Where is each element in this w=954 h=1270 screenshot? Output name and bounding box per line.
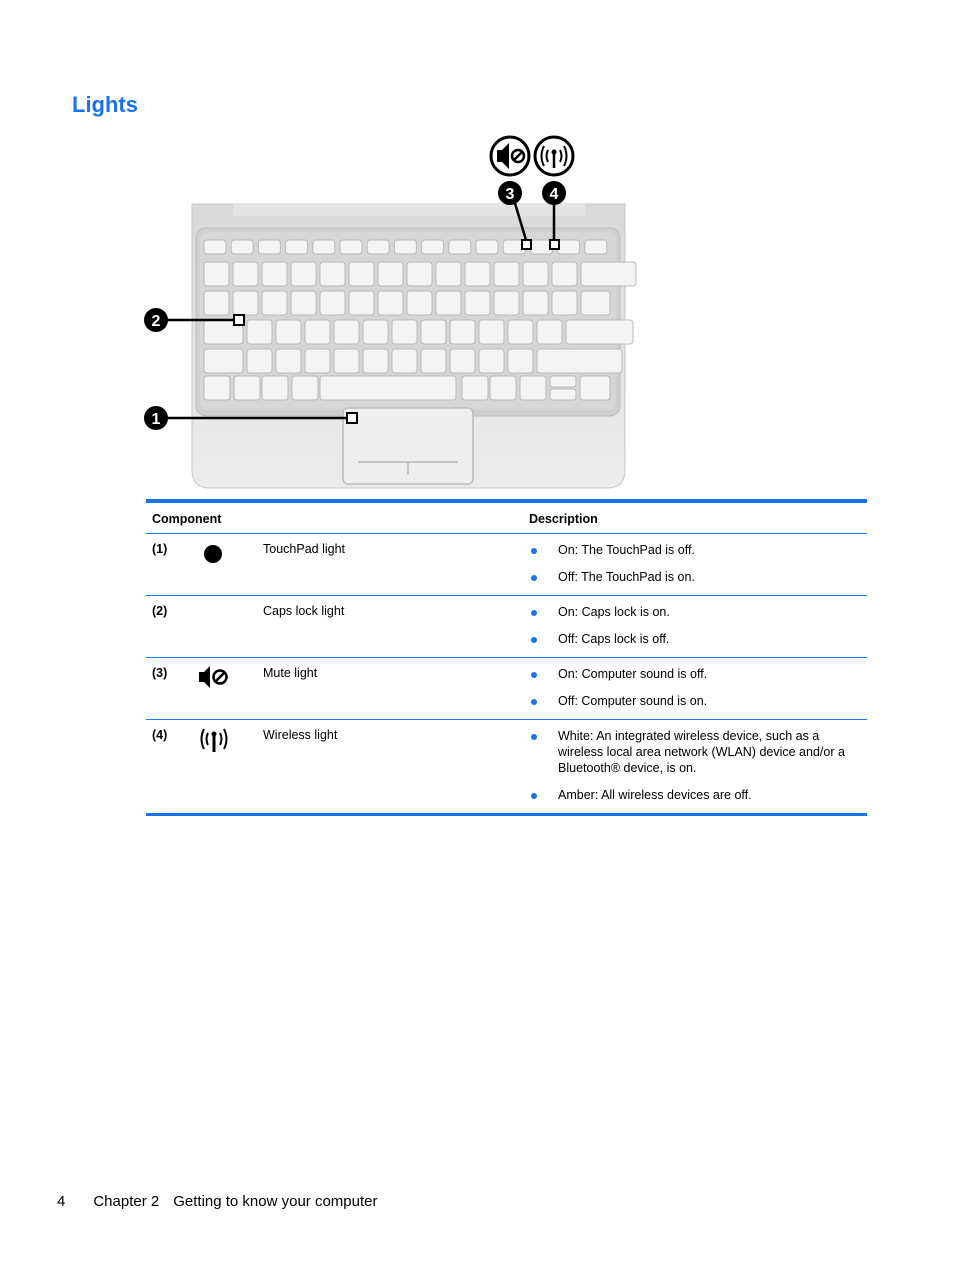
component-name: TouchPad light	[257, 534, 523, 596]
keyboard-key	[537, 320, 562, 344]
keyboard-key	[334, 320, 359, 344]
table-row	[146, 596, 867, 658]
keyboard-key	[566, 320, 633, 344]
keyboard-key	[233, 262, 258, 286]
keyboard-key	[392, 320, 417, 344]
keyboard-key	[349, 291, 374, 315]
keyboard-key	[367, 240, 389, 254]
component-name: Caps lock light	[257, 596, 523, 658]
keyboard-key	[550, 389, 576, 400]
touchpad-light-indicator	[347, 413, 357, 423]
page-title: Lights	[72, 92, 138, 117]
keyboard-key	[392, 349, 417, 373]
keyboard-key	[313, 240, 335, 254]
header-component: Component	[146, 501, 523, 534]
mute-light-indicator	[522, 240, 531, 249]
keyboard-key	[494, 291, 519, 315]
keyboard-key	[422, 240, 444, 254]
keyboard-key	[378, 262, 403, 286]
keyboard-key	[349, 262, 374, 286]
keyboard-key	[407, 291, 432, 315]
keyboard-key	[436, 291, 461, 315]
keyboard-key	[247, 349, 272, 373]
keyboard-key	[231, 240, 253, 254]
wireless-icon	[196, 724, 236, 754]
callout-2	[144, 308, 168, 332]
keyboard-key	[286, 240, 308, 254]
table-row	[146, 658, 867, 720]
page-number: 4	[57, 1193, 66, 1210]
keyboard-key	[291, 262, 316, 286]
keyboard-key	[320, 262, 345, 286]
component-name: Wireless light	[263, 728, 338, 742]
keyboard-key	[276, 349, 301, 373]
keyboard-key	[450, 320, 475, 344]
keyboard-key	[479, 320, 504, 344]
keyboard-key	[305, 320, 330, 344]
component-name: Mute light	[257, 658, 523, 720]
keyboard-key	[258, 240, 280, 254]
row-number: (2)	[146, 596, 190, 658]
keyboard-key	[363, 349, 388, 373]
keyboard-key	[537, 349, 622, 373]
keyboard-key	[585, 240, 607, 254]
table-row	[146, 720, 867, 815]
keyboard-key	[320, 291, 345, 315]
keyboard-key	[581, 291, 610, 315]
description-list	[529, 666, 861, 709]
keyboard-key	[291, 291, 316, 315]
list-item: White: An integrated wireless device, such as a wireless local area network (WLAN) device and/or a Bluetooth® device, is on.	[529, 728, 861, 776]
keyboard-key	[262, 376, 288, 400]
keyboard-key	[204, 291, 229, 315]
keyboard-key	[204, 349, 243, 373]
keyboard-key	[421, 320, 446, 344]
description-list	[529, 728, 861, 803]
keyboard-key	[580, 376, 610, 400]
keyboard-key	[508, 349, 533, 373]
keyboard-key	[494, 262, 519, 286]
row-number: (1)	[146, 534, 190, 596]
keyboard-key	[508, 320, 533, 344]
keyboard-key	[363, 320, 388, 344]
keyboard-key	[340, 240, 362, 254]
list-item: On: The TouchPad is off.	[529, 542, 861, 558]
keyboard-key	[394, 240, 416, 254]
keyboard-key	[479, 349, 504, 373]
keyboard-key	[334, 349, 359, 373]
list-item: On: Caps lock is on.	[529, 604, 861, 620]
keyboard-key	[292, 376, 318, 400]
keyboard-key	[276, 320, 301, 344]
keyboard-key	[262, 262, 287, 286]
keyboard-key	[523, 262, 548, 286]
page-footer	[57, 1193, 377, 1210]
list-item: On: Computer sound is off.	[529, 666, 861, 682]
mute-icon	[491, 137, 529, 175]
keyboard-key	[552, 262, 577, 286]
keyboard-key	[558, 240, 580, 254]
keyboard-key	[204, 376, 230, 400]
svg-text:3: 3	[505, 186, 515, 203]
keyboard-key	[523, 291, 548, 315]
callout-1	[144, 406, 168, 430]
keyboard-key	[204, 240, 226, 254]
callout-4	[542, 181, 566, 205]
lights-table	[146, 499, 867, 816]
keyboard-lights-figure	[140, 130, 640, 492]
table-header-row	[146, 501, 867, 534]
table-row	[146, 534, 867, 596]
description-list	[529, 542, 861, 585]
list-item: Off: Computer sound is on.	[529, 693, 861, 709]
keyboard-key	[378, 291, 403, 315]
keyboard-key	[552, 291, 577, 315]
wireless-light-indicator	[550, 240, 559, 249]
list-item: Off: Caps lock is off.	[529, 631, 861, 647]
keyboard-key	[490, 376, 516, 400]
keyboard-key	[262, 291, 287, 315]
keyboard-key	[450, 349, 475, 373]
description-list	[529, 604, 861, 647]
wireless-icon	[535, 137, 573, 175]
row-number: (3)	[146, 658, 190, 720]
keyboard-key	[234, 376, 260, 400]
keyboard-key	[247, 320, 272, 344]
keyboard-key	[421, 349, 446, 373]
svg-text:4: 4	[549, 186, 559, 203]
keyboard-key	[436, 262, 461, 286]
keyboard-key	[462, 376, 488, 400]
chapter-title: Getting to know your computer	[173, 1193, 378, 1210]
header-description: Description	[523, 501, 867, 534]
list-item: Off: The TouchPad is on.	[529, 569, 861, 585]
chapter-label: Chapter 2	[93, 1193, 160, 1210]
keyboard-key	[320, 376, 456, 400]
keyboard-key	[465, 262, 490, 286]
list-item: Amber: All wireless devices are off.	[529, 787, 861, 803]
keyboard-key	[465, 291, 490, 315]
caps-lock-light-indicator	[234, 315, 244, 325]
keyboard-key	[233, 291, 258, 315]
keyboard-key	[476, 240, 498, 254]
touchpad	[343, 408, 473, 484]
keyboard-key	[407, 262, 432, 286]
touchpad-light-icon	[196, 538, 236, 568]
callout-3	[498, 181, 522, 205]
keyboard-key	[581, 262, 636, 286]
keyboard-key	[204, 262, 229, 286]
keyboard-key	[305, 349, 330, 373]
mute-icon	[196, 662, 236, 692]
keyboard-key	[449, 240, 471, 254]
row-number: (4)	[152, 728, 168, 742]
svg-text:1: 1	[151, 411, 161, 428]
keyboard-key	[550, 376, 576, 387]
svg-text:2: 2	[151, 313, 161, 330]
keyboard-key	[520, 376, 546, 400]
